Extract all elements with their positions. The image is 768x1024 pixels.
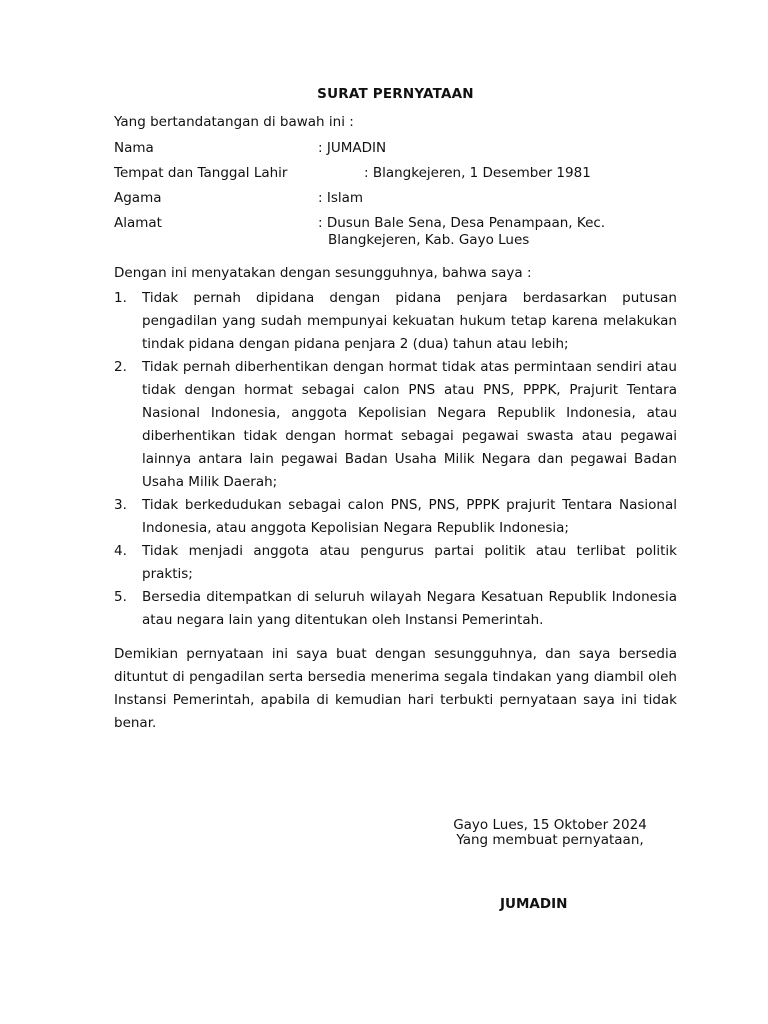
list-number: 4. [114,543,127,559]
field-value: : JUMADIN [318,140,387,156]
list-text: Tidak pernah dipidana dengan pidana penjara berdasarkan putusan pengadilan yang sudah mempunyai kekuatan hukum tetap karena melakukan tindak pidana dengan pidana penjara 2 (dua) tahun atau lebih; [142,290,677,352]
list-item [114,494,677,540]
signature-block [430,818,670,848]
field-ttl [114,165,677,182]
field-alamat [114,215,677,249]
field-value-wrap [318,215,677,249]
field-label: Tempat dan Tanggal Lahir [114,165,288,181]
closing-paragraph: Demikian pernyataan ini saya buat dengan sesungguhnya, dan saya bersedia dituntut di pengadilan serta bersedia menerima segala tindakan yang diambil oleh Instansi Pemerintah, apabila di kemudian hari terbukti pernyataan saya ini tidak benar. [114,646,677,731]
list-text: Bersedia ditempatkan di seluruh wilayah Negara Kesatuan Republik Indonesia atau negara lain yang ditentukan oleh Instansi Pemerintah. [142,589,677,628]
list-item [114,540,677,586]
list-text: Tidak pernah diberhentikan dengan hormat tidak atas permintaan sendiri atau tidak dengan hormat sebagai calon PNS atau PNS, PPPK, Prajurit Tentara Nasional Indonesia, anggota Kepolisian Negara Republik Indonesia, atau diberhentikan tidak dengan hormat sebagai pegawai swasta atau pegawai lainnya antara lain pegawai Badan Usaha Milik Negara dan pegawai Badan Usaha Milik Daerah; [142,359,677,490]
list-number: 2. [114,359,127,375]
list-item [114,356,677,494]
field-value: : Islam [318,190,364,206]
field-value: : Dusun Bale Sena, Desa Penampaan, Kec. [318,215,606,231]
signer-name: JUMADIN [500,896,568,912]
intro-text: Yang bertandatangan di bawah ini : [114,114,354,130]
list-text: Tidak menjadi anggota atau pengurus partai politik atau terlibat politik praktis; [142,543,677,582]
list-number: 5. [114,589,127,605]
field-value-continued: Blangkejeren, Kab. Gayo Lues [328,232,530,248]
field-label: Alamat [114,215,162,231]
statement-list [114,287,677,632]
list-item [114,287,677,356]
place-date: Gayo Lues, 15 Oktober 2024 [453,817,647,833]
field-nama [114,140,677,157]
statement-text: Dengan ini menyatakan dengan sesungguhnya, bahwa saya : [114,265,532,281]
signer-role: Yang membuat pernyataan, [456,832,644,848]
document-page [114,86,677,912]
list-text: Tidak berkedudukan sebagai calon PNS, PNS, PPPK prajurit Tentara Nasional Indonesia, atau anggota Kepolisian Negara Republik Indonesia; [142,497,677,536]
field-agama [114,190,677,207]
list-item [114,586,677,632]
list-number: 3. [114,497,127,513]
field-label: Nama [114,140,154,156]
list-number: 1. [114,290,127,306]
field-label: Agama [114,190,162,206]
document-title: SURAT PERNYATAAN [317,86,474,102]
field-value: : Blangkejeren, 1 Desember 1981 [364,165,591,181]
